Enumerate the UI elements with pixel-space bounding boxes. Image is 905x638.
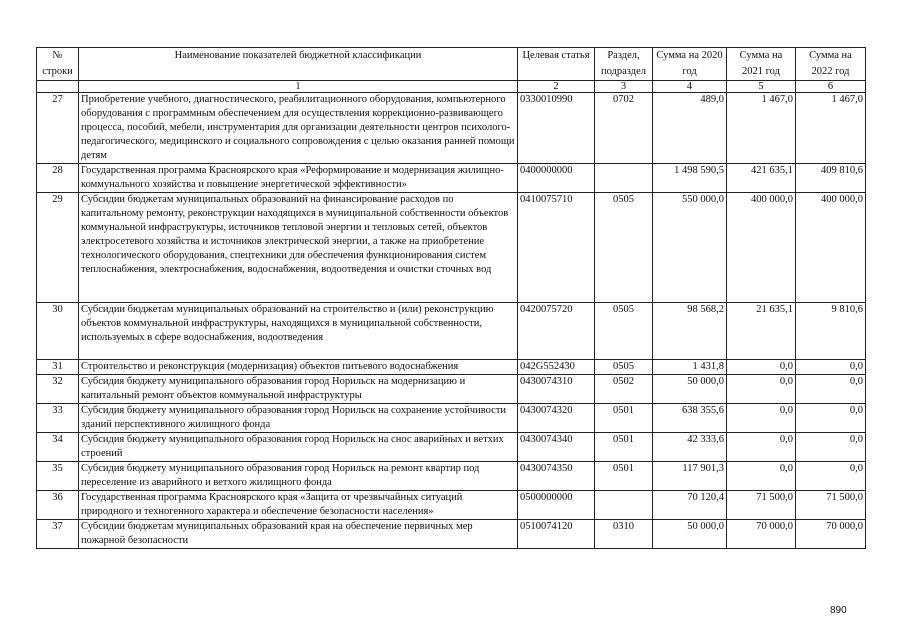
page-number: 890 xyxy=(830,605,847,616)
row-sum-2021: 1 467,0 xyxy=(727,93,796,164)
row-sum-2020: 50 000,0 xyxy=(653,375,727,404)
row-target-article: 0430074340 xyxy=(518,433,595,462)
row-number: 34 xyxy=(37,433,79,462)
row-sum-2021: 70 000,0 xyxy=(727,520,796,549)
row-name: Субсидия бюджету муниципального образования город Норильск на модернизацию и капитальный ремонт объектов коммунальной инфраструктуры xyxy=(79,375,518,404)
table-row xyxy=(37,491,866,520)
header-section: Раздел, подраздел xyxy=(595,48,653,81)
row-sum-2021: 71 500,0 xyxy=(727,491,796,520)
row-target-article: 0430074320 xyxy=(518,404,595,433)
row-sum-2021: 421 635,1 xyxy=(727,164,796,193)
table-row xyxy=(37,462,866,491)
row-sum-2021: 21 635,1 xyxy=(727,303,796,360)
table-row xyxy=(37,164,866,193)
row-name: Субсидии бюджетам муниципальных образований края на обеспечение первичных мер пожарной безопасности xyxy=(79,520,518,549)
row-name: Приобретение учебного, диагностического, реабилитационного оборудования, компьютерного оборудования с программным обеспечением для осуществления коррекционно-развивающего процесса, пособий, мебели, инструментария для организации деятельности центров психолого-педагогического, медицинского и социального сопровождения с целью оказания ранней помощи детям xyxy=(79,93,518,164)
row-section: 0505 xyxy=(595,303,653,360)
row-section: 0505 xyxy=(595,193,653,303)
row-target-article: 0410075710 xyxy=(518,193,595,303)
row-sum-2021: 0,0 xyxy=(727,360,796,375)
row-section: 0501 xyxy=(595,433,653,462)
table-row xyxy=(37,404,866,433)
row-sum-2022: 9 810,6 xyxy=(796,303,866,360)
row-sum-2021: 0,0 xyxy=(727,462,796,491)
row-name: Субсидия бюджету муниципального образования город Норильск на снос аварийных и ветхих строений xyxy=(79,433,518,462)
row-section: 0501 xyxy=(595,462,653,491)
row-target-article: 0430074310 xyxy=(518,375,595,404)
table-row xyxy=(37,360,866,375)
table-row xyxy=(37,375,866,404)
row-target-article: 042G552430 xyxy=(518,360,595,375)
row-number: 35 xyxy=(37,462,79,491)
row-sum-2022: 0,0 xyxy=(796,375,866,404)
row-sum-2022: 0,0 xyxy=(796,433,866,462)
row-number: 31 xyxy=(37,360,79,375)
row-section: 0505 xyxy=(595,360,653,375)
row-name: Государственная программа Красноярского края «Защита от чрезвычайных ситуаций природного и техногенного характера и обеспечение безопасности населения» xyxy=(79,491,518,520)
row-number: 27 xyxy=(37,93,79,164)
header-sum-2020: Сумма на 2020 год xyxy=(653,48,727,81)
table-row xyxy=(37,193,866,303)
row-number: 29 xyxy=(37,193,79,303)
row-name: Субсидии бюджетам муниципальных образований на финансирование расходов по капитальному ремонту, реконструкции находящихся в муниципальной собственности объектов коммунальной инфраструктуры, источников тепловой энергии и тепловых сетей, объектов электросетевого хозяйства и источников электрической энергии, а также на приобретение технологического оборудования, спецтехники для обеспечения функционирования систем теплоснабжения, электроснабжения, водоснабжения, водоотведения и очистки сточных вод xyxy=(79,193,518,303)
header-name: Наименование показателей бюджетной классификации xyxy=(79,48,518,81)
row-sum-2020: 98 568,2 xyxy=(653,303,727,360)
row-sum-2020: 1 498 590,5 xyxy=(653,164,727,193)
row-sum-2020: 42 333,6 xyxy=(653,433,727,462)
row-number: 32 xyxy=(37,375,79,404)
row-sum-2021: 0,0 xyxy=(727,375,796,404)
row-section: 0702 xyxy=(595,93,653,164)
row-number: 36 xyxy=(37,491,79,520)
row-target-article: 0510074120 xyxy=(518,520,595,549)
row-sum-2022: 71 500,0 xyxy=(796,491,866,520)
row-name: Субсидия бюджету муниципального образования город Норильск на ремонт квартир под переселение из аварийного и ветхого жилищного фонда xyxy=(79,462,518,491)
row-sum-2021: 0,0 xyxy=(727,433,796,462)
row-section xyxy=(595,491,653,520)
row-sum-2021: 0,0 xyxy=(727,404,796,433)
header-sum-2021: Сумма на 2021 год xyxy=(727,48,796,81)
column-number: 6 xyxy=(796,81,866,93)
column-number xyxy=(37,81,79,93)
row-sum-2022: 0,0 xyxy=(796,462,866,491)
column-number: 5 xyxy=(727,81,796,93)
row-name: Строительство и реконструкция (модернизация) объектов питьевого водоснабжения xyxy=(79,360,518,375)
row-sum-2020: 70 120,4 xyxy=(653,491,727,520)
column-number: 2 xyxy=(518,81,595,93)
row-target-article: 0420075720 xyxy=(518,303,595,360)
row-target-article: 0500000000 xyxy=(518,491,595,520)
row-section: 0310 xyxy=(595,520,653,549)
row-target-article: 0330010990 xyxy=(518,93,595,164)
table-header-row xyxy=(37,48,866,81)
column-number: 4 xyxy=(653,81,727,93)
row-sum-2020: 550 000,0 xyxy=(653,193,727,303)
row-name: Субсидии бюджетам муниципальных образований на строительство и (или) реконструкцию объектов коммунальной инфраструктуры, находящихся в муниципальной собственности, используемых в сфере водоснабжения, водоотведения xyxy=(79,303,518,360)
row-sum-2022: 409 810,6 xyxy=(796,164,866,193)
row-sum-2022: 70 000,0 xyxy=(796,520,866,549)
row-section xyxy=(595,164,653,193)
column-number: 3 xyxy=(595,81,653,93)
row-sum-2022: 1 467,0 xyxy=(796,93,866,164)
row-sum-2020: 50 000,0 xyxy=(653,520,727,549)
table-row xyxy=(37,303,866,360)
row-name: Субсидия бюджету муниципального образования город Норильск на сохранение устойчивости зданий перспективного жилищного фонда xyxy=(79,404,518,433)
row-number: 30 xyxy=(37,303,79,360)
row-sum-2020: 1 431,8 xyxy=(653,360,727,375)
row-sum-2021: 400 000,0 xyxy=(727,193,796,303)
table-row xyxy=(37,520,866,549)
column-number: 1 xyxy=(79,81,518,93)
row-number: 28 xyxy=(37,164,79,193)
row-sum-2020: 638 355,6 xyxy=(653,404,727,433)
column-number-row xyxy=(37,81,866,93)
table-row xyxy=(37,93,866,164)
budget-table xyxy=(36,47,866,549)
row-number: 33 xyxy=(37,404,79,433)
row-target-article: 0400000000 xyxy=(518,164,595,193)
row-name: Государственная программа Красноярского края «Реформирование и модернизация жилищно-коммунального хозяйства и повышение энергетической эффективности» xyxy=(79,164,518,193)
table-row xyxy=(37,433,866,462)
row-section: 0502 xyxy=(595,375,653,404)
row-number: 37 xyxy=(37,520,79,549)
header-row-number: № строки xyxy=(37,48,79,81)
row-sum-2020: 117 901,3 xyxy=(653,462,727,491)
header-sum-2022: Сумма на 2022 год xyxy=(796,48,866,81)
row-sum-2020: 489,0 xyxy=(653,93,727,164)
row-sum-2022: 400 000,0 xyxy=(796,193,866,303)
header-target-article: Целевая статья xyxy=(518,48,595,81)
row-section: 0501 xyxy=(595,404,653,433)
row-sum-2022: 0,0 xyxy=(796,360,866,375)
row-target-article: 0430074350 xyxy=(518,462,595,491)
row-sum-2022: 0,0 xyxy=(796,404,866,433)
